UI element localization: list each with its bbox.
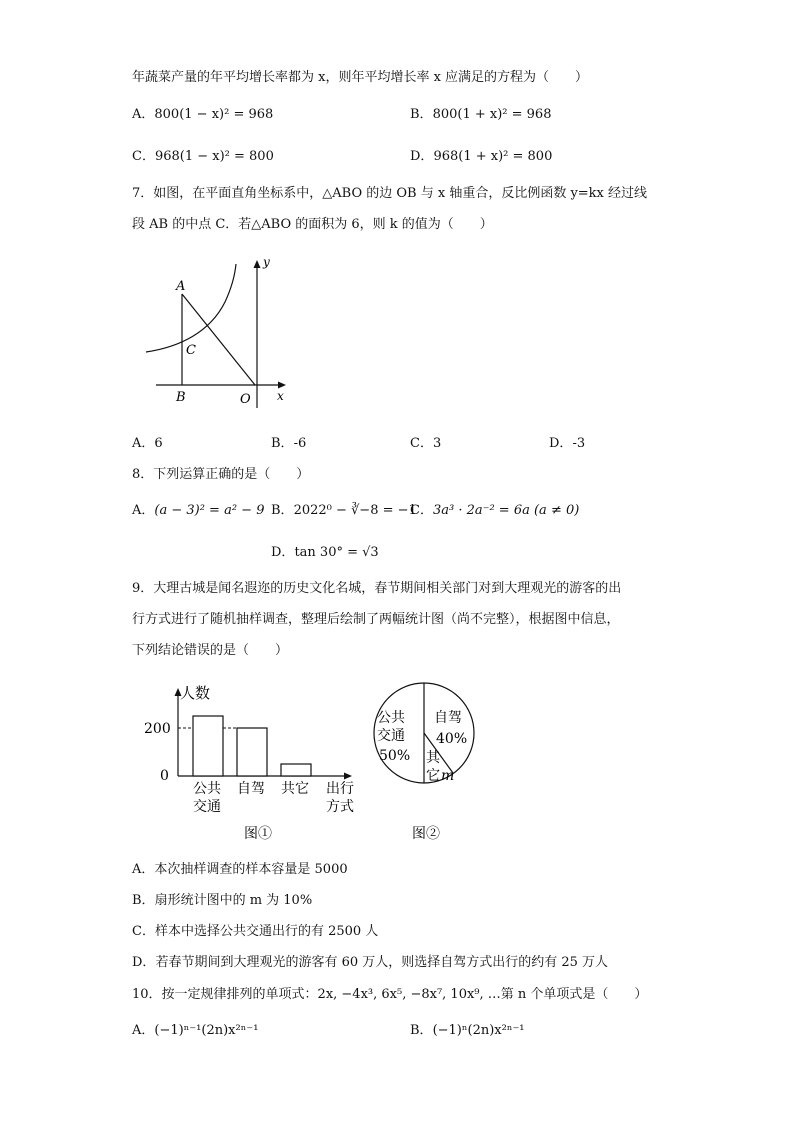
pie-other-m: m bbox=[441, 768, 455, 784]
segment-ao bbox=[182, 294, 255, 385]
label-b: B bbox=[176, 390, 186, 405]
q6-stem-line: 年蔬菜产量的年平均增长率都为 x，则年平均增长率 x 应满足的方程为（ ） bbox=[132, 70, 589, 85]
bar-x-axis-arrow bbox=[344, 773, 352, 780]
q9-stem-line3: 下列结论错误的是（ ） bbox=[132, 643, 289, 658]
label-x: x bbox=[277, 389, 284, 403]
figure-2-caption: 图② bbox=[412, 826, 440, 842]
x-axis-arrow bbox=[278, 382, 286, 389]
q7-stem-line1: 7．如图，在平面直角坐标系中，△ABO 的边 OB 与 x 轴重合，反比例函数 y=kx 经过线 bbox=[132, 186, 648, 201]
cat-public-l1: 公共 bbox=[193, 781, 221, 797]
label-y: y bbox=[263, 255, 270, 269]
bar-self-drive bbox=[237, 728, 267, 776]
q8-option-d: D．tan 30° = √3 bbox=[271, 545, 379, 560]
q8-option-a: A．(a − 3)² = a² − 9 bbox=[132, 503, 265, 518]
xlabel-l1: 出行 bbox=[326, 781, 354, 797]
q9-option-b: B．扇形统计图中的 m 为 10% bbox=[132, 893, 313, 908]
label-a: A bbox=[176, 279, 186, 294]
q10-option-a: A．(−1)ⁿ⁻¹(2n)x²ⁿ⁻¹ bbox=[132, 1023, 259, 1038]
q6-option-d: D．968(1 + x)² = 800 bbox=[410, 149, 553, 164]
q8-option-b: B．2022⁰ − ∛−8 = −1 bbox=[271, 503, 417, 518]
pie-public-l1: 公共 bbox=[377, 710, 405, 726]
pie-public-pct: 50% bbox=[379, 748, 411, 764]
hyperbola-curve bbox=[146, 264, 236, 352]
bar-other bbox=[281, 764, 311, 776]
q9-stem-line2: 行方式进行了随机抽样调查，整理后绘制了两幅统计图（尚不完整），根据图中信息， bbox=[132, 612, 620, 627]
q9-stem-line1: 9．大理古城是闻名遐迩的历史文化名城，春节期间相关部门对到大理观光的游客的出 bbox=[132, 581, 622, 596]
q7-option-d: D．-3 bbox=[549, 436, 586, 451]
tick-200: 200 bbox=[144, 721, 171, 737]
q9-option-c: C．样本中选择公共交通出行的有 2500 人 bbox=[132, 924, 379, 939]
q8-stem: 8．下列运算正确的是（ ） bbox=[132, 467, 310, 482]
bar-public-transport bbox=[193, 716, 223, 776]
bar-ylabel: 人数 bbox=[180, 684, 211, 702]
q9-option-d: D．若春节期间到大理观光的游客有 60 万人，则选择自驾方式出行的约有 25 万人 bbox=[132, 955, 609, 970]
q9-pie-chart bbox=[360, 676, 510, 846]
cat-public-l2: 交通 bbox=[193, 799, 221, 815]
pie-self-l1: 自驾 bbox=[434, 710, 462, 726]
q9-bar-chart bbox=[140, 676, 370, 846]
y-axis-arrow bbox=[254, 260, 261, 268]
cat-self: 自驾 bbox=[237, 781, 265, 797]
q7-option-c: C．3 bbox=[410, 436, 442, 451]
q7-option-b: B．-6 bbox=[271, 436, 307, 451]
q7-option-a: A．6 bbox=[132, 436, 163, 451]
q10-stem: 10．按一定规律排列的单项式：2x, −4x³, 6x⁵, −8x⁷, 10x⁹, …第 n 个单项式是（ ） bbox=[132, 987, 648, 1002]
pie-other-l2: 它 bbox=[426, 768, 440, 784]
tick-0: 0 bbox=[160, 768, 169, 784]
cat-other: 共它 bbox=[281, 781, 309, 797]
label-o: O bbox=[240, 392, 251, 407]
q9-option-a: A．本次抽样调查的样本容量是 5000 bbox=[132, 862, 348, 877]
pie-public-l2: 交通 bbox=[377, 728, 405, 744]
q8-option-c: C．3a³ · 2a⁻² = 6a (a ≠ 0) bbox=[410, 503, 580, 518]
q7-stem-line2: 段 AB 的中点 C．若△ABO 的面积为 6，则 k 的值为（ ） bbox=[132, 217, 493, 232]
label-c: C bbox=[186, 343, 196, 358]
xlabel-l2: 方式 bbox=[326, 799, 354, 815]
figure-1-caption: 图① bbox=[244, 826, 272, 842]
q7-coordinate-figure bbox=[140, 252, 300, 412]
q10-option-b: B．(−1)ⁿ(2n)x²ⁿ⁻¹ bbox=[410, 1023, 525, 1038]
pie-self-pct: 40% bbox=[436, 731, 468, 747]
q6-option-b: B．800(1 + x)² = 968 bbox=[410, 107, 552, 122]
q6-option-c: C．968(1 − x)² = 800 bbox=[132, 149, 274, 164]
q6-option-a: A．800(1 − x)² = 968 bbox=[132, 107, 274, 122]
pie-other-l1: 其 bbox=[426, 750, 440, 766]
